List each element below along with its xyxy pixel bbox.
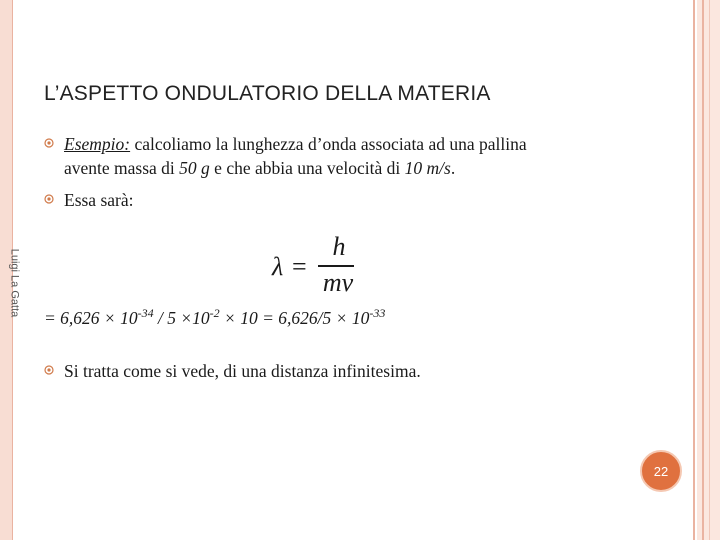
right-frame-line-inner bbox=[702, 0, 704, 540]
fraction-bar bbox=[318, 265, 354, 267]
calc-part-2: / 5 ×10 bbox=[153, 308, 210, 328]
bullet-icon bbox=[44, 365, 54, 375]
formula-denominator: mv bbox=[322, 268, 354, 297]
example-label: Esempio: bbox=[64, 134, 131, 154]
calc-exponent-3: -33 bbox=[369, 306, 386, 320]
de-broglie-formula bbox=[272, 232, 362, 302]
bullet-icon bbox=[44, 138, 54, 148]
calculation-line bbox=[44, 306, 385, 329]
page-number: 22 bbox=[653, 464, 669, 479]
author-vertical-label bbox=[2, 248, 22, 318]
calc-part-1: = 6,626 × 10 bbox=[44, 308, 138, 328]
mass-value: 50 g bbox=[179, 158, 210, 178]
calc-part-3: × 10 = 6,626/5 × 10 bbox=[219, 308, 370, 328]
author-name: Luigi La Gatta bbox=[8, 248, 21, 318]
example-line-2 bbox=[64, 156, 620, 180]
bullet-icon bbox=[44, 194, 54, 204]
velocity-value: 10 m/s bbox=[404, 158, 451, 178]
calc-exponent-2: -2 bbox=[209, 306, 220, 320]
formula-lambda: λ bbox=[272, 252, 284, 281]
right-frame-line-outer bbox=[709, 0, 710, 540]
right-frame-line bbox=[693, 0, 695, 540]
conclusion-text: Si tratta come si vede, di una distanza infinitesima. bbox=[64, 361, 421, 381]
example-text-2c: . bbox=[450, 158, 456, 178]
slide-title: L’ASPETTO ONDULATORIO DELLA MATERIA bbox=[44, 82, 491, 105]
example-text-2b: e che abbia una velocità di bbox=[209, 158, 405, 178]
essa-sara-text: Essa sarà: bbox=[64, 190, 134, 210]
example-text-1: calcoliamo la lunghezza d’onda associata ad una pallina bbox=[130, 134, 527, 154]
example-paragraph bbox=[64, 132, 620, 180]
example-text-2a: avente massa di bbox=[64, 158, 180, 178]
formula-equals: = bbox=[292, 252, 307, 281]
calc-exponent-1: -34 bbox=[137, 306, 154, 320]
formula-numerator: h bbox=[332, 232, 346, 261]
page-number-badge bbox=[640, 450, 682, 492]
